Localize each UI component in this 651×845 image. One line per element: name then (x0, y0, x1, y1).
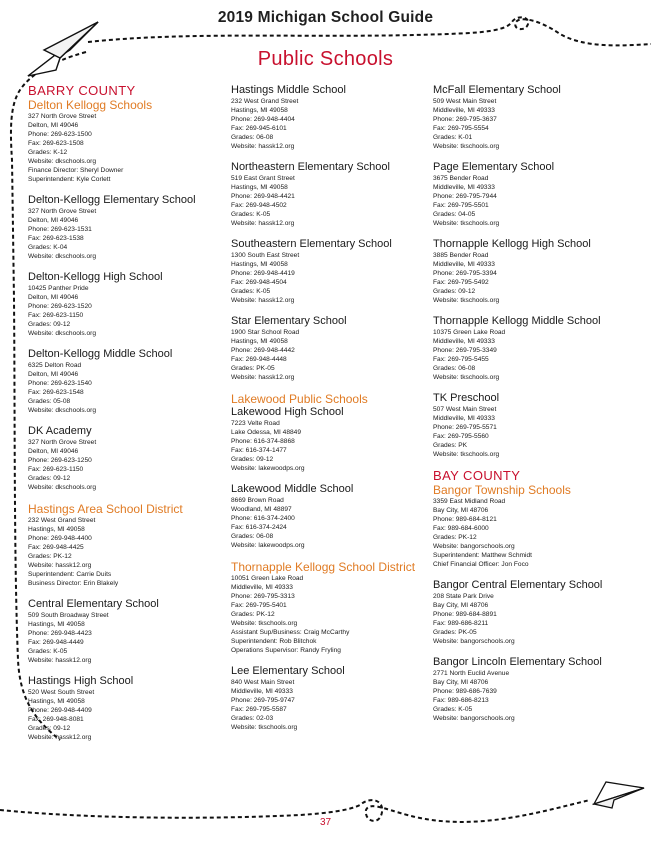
school-name: Delton-Kellogg Middle School (28, 348, 173, 360)
entry-detail-line: Website: hassk12.org (231, 220, 295, 227)
entry-detail-line: Phone: 269-948-4409 (28, 707, 92, 714)
school-name: Hastings High School (28, 675, 134, 687)
school-entry (28, 598, 228, 665)
entry-detail-line: Website: tkschools.org (433, 143, 500, 150)
entry-detail-line: Hastings, MI 49058 (231, 338, 288, 345)
entry-detail-line: 2771 North Euclid Avenue (433, 670, 510, 677)
school-entry (28, 425, 228, 492)
entry-detail-line: 3675 Bender Road (433, 175, 489, 182)
district-entry (231, 392, 431, 406)
entry-detail-line: Fax: 269-623-1548 (28, 389, 84, 396)
entry-detail-line: 520 West South Street (28, 689, 95, 696)
entry-detail-line: 840 West Main Street (231, 679, 295, 686)
entry-detail-line: Grades: K-05 (28, 648, 68, 655)
entry-detail-line: Fax: 269-623-1150 (28, 466, 84, 473)
entry-detail-line: Grades: 06-08 (231, 533, 274, 540)
entry-detail-line: Grades: 05-08 (28, 398, 71, 405)
entry-detail-line: Hastings, MI 49058 (231, 107, 288, 114)
entry-detail-line: Phone: 989-684-8121 (433, 516, 497, 523)
entry-detail-line: Website: dkschools.org (28, 484, 97, 491)
entry-detail-line: 519 East Grant Street (231, 175, 295, 182)
entry-detail-line: Phone: 269-623-1250 (28, 457, 92, 464)
directory-column-3 (433, 84, 633, 733)
entry-detail-line: Website: tkschools.org (433, 374, 500, 381)
entry-detail-line: Middleville, MI 49333 (433, 338, 495, 345)
entry-detail-line: Phone: 269-948-4400 (28, 535, 92, 542)
school-name: Bangor Central Elementary School (433, 579, 603, 591)
entry-detail-line: Fax: 269-948-8081 (28, 716, 84, 723)
entry-detail-line: Woodland, MI 48897 (231, 506, 292, 513)
district-entry (231, 560, 431, 655)
entry-detail-line: Business Director: Erin Blakely (28, 580, 119, 587)
entry-detail-line: 507 West Main Street (433, 406, 497, 413)
school-name: Lee Elementary School (231, 665, 345, 677)
entry-detail-line: Website: lakewoodps.org (231, 542, 305, 549)
entry-detail-line: 6325 Delton Road (28, 362, 82, 369)
entry-detail-line: Middleville, MI 49333 (433, 261, 495, 268)
entry-detail-line: 10051 Green Lake Road (231, 575, 304, 582)
entry-detail-line: Grades: 09-12 (28, 475, 71, 482)
entry-detail-line: Assistant Sup/Business: Craig McCarthy (231, 629, 350, 636)
entry-detail-line: Hastings, MI 49058 (231, 261, 288, 268)
entry-detail-line: Website: tkschools.org (433, 297, 500, 304)
entry-detail-line: Phone: 269-795-3637 (433, 116, 497, 123)
entry-detail-line: Website: hassk12.org (28, 657, 92, 664)
entry-detail-line: 327 North Grove Street (28, 208, 97, 215)
school-name: Lakewood High School (231, 406, 344, 418)
entry-detail-line: Phone: 269-623-1520 (28, 303, 92, 310)
entry-detail-line: Grades: 02-03 (231, 715, 274, 722)
entry-detail-line: Middleville, MI 49333 (433, 184, 495, 191)
entry-detail-line: Website: bangorschools.org (433, 543, 515, 550)
entry-detail-line: Fax: 269-948-4449 (28, 639, 84, 646)
school-name: Delton-Kellogg Elementary School (28, 194, 196, 206)
entry-detail-line: Delton, MI 49046 (28, 371, 79, 378)
entry-detail-line: Fax: 989-686-8213 (433, 697, 489, 704)
school-name: Thornapple Kellogg High School (433, 238, 591, 250)
entry-detail-line: Grades: 06-08 (433, 365, 476, 372)
entry-detail-line: Phone: 616-374-2400 (231, 515, 295, 522)
entry-detail-line: Grades: K-05 (433, 706, 473, 713)
school-entry (433, 238, 633, 305)
entry-detail-line: Delton, MI 49046 (28, 217, 79, 224)
entry-detail-line: Grades: 04-05 (433, 211, 476, 218)
directory-column-1 (28, 84, 228, 752)
school-name: Star Elementary School (231, 315, 347, 327)
entry-detail-line: Lake Odessa, MI 48849 (231, 429, 302, 436)
school-name: TK Preschool (433, 392, 500, 404)
entry-detail-line: Fax: 269-795-5560 (433, 433, 489, 440)
entry-detail-line: 3885 Bender Road (433, 252, 489, 259)
entry-detail-line: Website: tkschools.org (433, 220, 500, 227)
entry-detail-line: Phone: 269-795-3394 (433, 270, 497, 277)
school-name: Northeastern Elementary School (231, 161, 390, 173)
entry-detail-line: Website: dkschools.org (28, 158, 97, 165)
entry-detail-line: Fax: 269-948-4504 (231, 279, 287, 286)
school-name: Thornapple Kellogg Middle School (433, 315, 601, 327)
school-entry (433, 656, 633, 723)
entry-detail-line: Fax: 269-945-6101 (231, 125, 287, 132)
school-entry (231, 161, 431, 228)
school-name: Bangor Lincoln Elementary School (433, 656, 602, 668)
entry-detail-line: 3359 East Midland Road (433, 498, 506, 505)
school-name: Central Elementary School (28, 598, 159, 610)
entry-detail-line: Grades: PK-12 (231, 611, 275, 618)
entry-detail-line: Website: lakewoodps.org (231, 465, 305, 472)
entry-detail-line: Website: bangorschools.org (433, 715, 515, 722)
entry-detail-line: Grades: 09-12 (231, 456, 274, 463)
entry-detail-line: Fax: 989-684-6000 (433, 525, 489, 532)
entry-detail-line: Bay City, MI 48706 (433, 679, 489, 686)
entry-detail-line: 10375 Green Lake Road (433, 329, 506, 336)
entry-detail-line: Grades: PK-05 (231, 365, 275, 372)
entry-detail-line: Hastings, MI 49058 (28, 698, 85, 705)
school-entry (433, 84, 633, 151)
entry-detail-line: Delton, MI 49046 (28, 294, 79, 301)
school-entry (433, 579, 633, 646)
directory-column-2 (231, 84, 431, 742)
entry-detail-line: 232 West Grand Street (231, 98, 299, 105)
school-entry (433, 392, 633, 459)
entry-detail-line: 327 North Grove Street (28, 113, 97, 120)
entry-detail-line: Hastings, MI 49058 (231, 184, 288, 191)
entry-detail-line: Hastings, MI 49058 (28, 526, 85, 533)
school-entry (28, 194, 228, 261)
school-entry (231, 315, 431, 382)
entry-detail-line: 1900 Star School Road (231, 329, 300, 336)
entry-detail-line: 232 West Grand Street (28, 517, 96, 524)
entry-detail-line: 509 South Broadway Street (28, 612, 109, 619)
entry-detail-line: Grades: K-04 (28, 244, 68, 251)
entry-detail-line: Website: dkschools.org (28, 407, 97, 414)
entry-detail-line: Fax: 269-795-5501 (433, 202, 489, 209)
page-heading: Public Schools (257, 48, 394, 70)
school-entry (231, 84, 431, 151)
entry-detail-line: Phone: 269-795-3313 (231, 593, 295, 600)
entry-detail-line: Grades: 06-08 (231, 134, 274, 141)
entry-detail-line: Website: tkschools.org (231, 620, 298, 627)
school-entry (231, 406, 431, 473)
district-entry (433, 483, 633, 569)
page-number: 37 (319, 817, 332, 828)
district-name: Bangor Township Schools (433, 483, 571, 497)
school-name: Lakewood Middle School (231, 483, 354, 495)
entry-detail-line: Superintendent: Carrie Duits (28, 571, 112, 578)
entry-detail-line: Fax: 269-795-5554 (433, 125, 489, 132)
entry-detail-line: Website: dkschools.org (28, 330, 97, 337)
entry-detail-line: Phone: 269-623-1531 (28, 226, 92, 233)
entry-detail-line: 1300 South East Street (231, 252, 300, 259)
entry-detail-line: Hastings, MI 49058 (28, 621, 85, 628)
entry-detail-line: Website: tkschools.org (433, 451, 500, 458)
entry-detail-line: Phone: 269-623-1540 (28, 380, 92, 387)
entry-detail-line: 7223 Velte Road (231, 420, 280, 427)
entry-detail-line: Grades: 09-12 (433, 288, 476, 295)
district-entry (28, 98, 228, 184)
county-heading: BARRY COUNTY (28, 83, 136, 98)
entry-detail-line: Phone: 269-948-4423 (28, 630, 92, 637)
entry-detail-line: Website: dkschools.org (28, 253, 97, 260)
entry-detail-line: Grades: K-12 (28, 149, 68, 156)
school-name: Southeastern Elementary School (231, 238, 392, 250)
school-entry (231, 238, 431, 305)
entry-detail-line: Grades: K-05 (231, 211, 271, 218)
entry-detail-line: Website: hassk12.org (231, 297, 295, 304)
entry-detail-line: Bay City, MI 48706 (433, 507, 489, 514)
entry-detail-line: 8669 Brown Road (231, 497, 284, 504)
entry-detail-line: Middleville, MI 49333 (433, 107, 495, 114)
entry-detail-line: Phone: 269-795-5571 (433, 424, 497, 431)
school-name: McFall Elementary School (433, 84, 561, 96)
entry-detail-line: Operations Supervisor: Randy Fryling (231, 647, 341, 654)
school-entry (28, 348, 228, 415)
entry-detail-line: Fax: 616-374-1477 (231, 447, 287, 454)
entry-detail-line: Phone: 989-686-7639 (433, 688, 497, 695)
entry-detail-line: Grades: 09-12 (28, 725, 71, 732)
entry-detail-line: Superintendent: Rob Blitchok (231, 638, 317, 645)
entry-detail-line: Website: tkschools.org (231, 724, 298, 731)
school-entry (433, 161, 633, 228)
entry-detail-line: Grades: PK-12 (433, 534, 477, 541)
entry-detail-line: Middleville, MI 49333 (231, 688, 293, 695)
entry-detail-line: 208 State Park Drive (433, 593, 494, 600)
school-name: Hastings Middle School (231, 84, 346, 96)
entry-detail-line: Phone: 269-623-1500 (28, 131, 92, 138)
school-entry (231, 665, 431, 732)
entry-detail-line: Phone: 269-795-3349 (433, 347, 497, 354)
entry-detail-line: Website: hassk12.org (28, 562, 92, 569)
entry-detail-line: Website: hassk12.org (231, 143, 295, 150)
entry-detail-line: Phone: 269-948-4419 (231, 270, 295, 277)
entry-detail-line: Grades: 09-12 (28, 321, 71, 328)
entry-detail-line: Fax: 269-948-4502 (231, 202, 287, 209)
entry-detail-line: Fax: 269-623-1508 (28, 140, 84, 147)
paper-plane-icon (592, 770, 646, 810)
entry-detail-line: Grades: PK (433, 442, 468, 449)
entry-detail-line: Phone: 269-948-4421 (231, 193, 295, 200)
school-name: Page Elementary School (433, 161, 555, 173)
entry-detail-line: 327 North Grove Street (28, 439, 97, 446)
entry-detail-line: Bay City, MI 48706 (433, 602, 489, 609)
school-name: DK Academy (28, 425, 92, 437)
entry-detail-line: Phone: 989-684-8891 (433, 611, 497, 618)
entry-detail-line: Chief Financial Officer: Jon Foco (433, 561, 529, 568)
entry-detail-line: Grades: K-05 (231, 288, 271, 295)
entry-detail-line: Fax: 269-623-1538 (28, 235, 84, 242)
entry-detail-line: Website: hassk12.org (231, 374, 295, 381)
entry-detail-line: Fax: 269-948-4425 (28, 544, 84, 551)
entry-detail-line: Superintendent: Kyle Corlett (28, 176, 111, 183)
school-name: Delton-Kellogg High School (28, 271, 163, 283)
district-name: Lakewood Public Schools (231, 392, 368, 406)
entry-detail-line: Delton, MI 49046 (28, 448, 79, 455)
entry-detail-line: 10425 Panther Pride (28, 285, 89, 292)
school-entry (28, 675, 228, 742)
district-name: Delton Kellogg Schools (28, 98, 153, 112)
school-entry (433, 315, 633, 382)
entry-detail-line: Website: bangorschools.org (433, 638, 515, 645)
entry-detail-line: Fax: 269-795-5401 (231, 602, 287, 609)
entry-detail-line: Fax: 269-623-1150 (28, 312, 84, 319)
entry-detail-line: Phone: 269-795-7944 (433, 193, 497, 200)
district-entry (28, 502, 228, 588)
entry-detail-line: Phone: 269-948-4404 (231, 116, 295, 123)
entry-detail-line: Fax: 269-795-5492 (433, 279, 489, 286)
entry-detail-line: Website: hassk12.org (28, 734, 92, 741)
district-name: Thornapple Kellogg School District (231, 560, 416, 574)
entry-detail-line: Fax: 616-374-2424 (231, 524, 287, 531)
entry-detail-line: Finance Director: Sheryl Downer (28, 167, 124, 174)
entry-detail-line: Superintendent: Matthew Schmidt (433, 552, 532, 559)
entry-detail-line: Fax: 269-795-5587 (231, 706, 287, 713)
entry-detail-line: Phone: 616-374-8868 (231, 438, 295, 445)
entry-detail-line: Middleville, MI 49333 (433, 415, 495, 422)
page-header-title: 2019 Michigan School Guide (217, 9, 434, 26)
entry-detail-line: Phone: 269-795-9747 (231, 697, 295, 704)
entry-detail-line: Fax: 269-795-5455 (433, 356, 489, 363)
entry-detail-line: Middleville, MI 49333 (231, 584, 293, 591)
school-entry (28, 271, 228, 338)
entry-detail-line: Grades: K-01 (433, 134, 473, 141)
entry-detail-line: 509 West Main Street (433, 98, 497, 105)
entry-detail-line: Grades: PK-12 (28, 553, 72, 560)
entry-detail-line: Grades: PK-05 (433, 629, 477, 636)
entry-detail-line: Fax: 269-948-4448 (231, 356, 287, 363)
entry-detail-line: Phone: 269-948-4442 (231, 347, 295, 354)
district-name: Hastings Area School District (28, 502, 183, 516)
entry-detail-line: Fax: 989-686-8211 (433, 620, 489, 627)
entry-detail-line: Delton, MI 49046 (28, 122, 79, 129)
county-heading: BAY COUNTY (433, 468, 521, 483)
school-entry (231, 483, 431, 550)
